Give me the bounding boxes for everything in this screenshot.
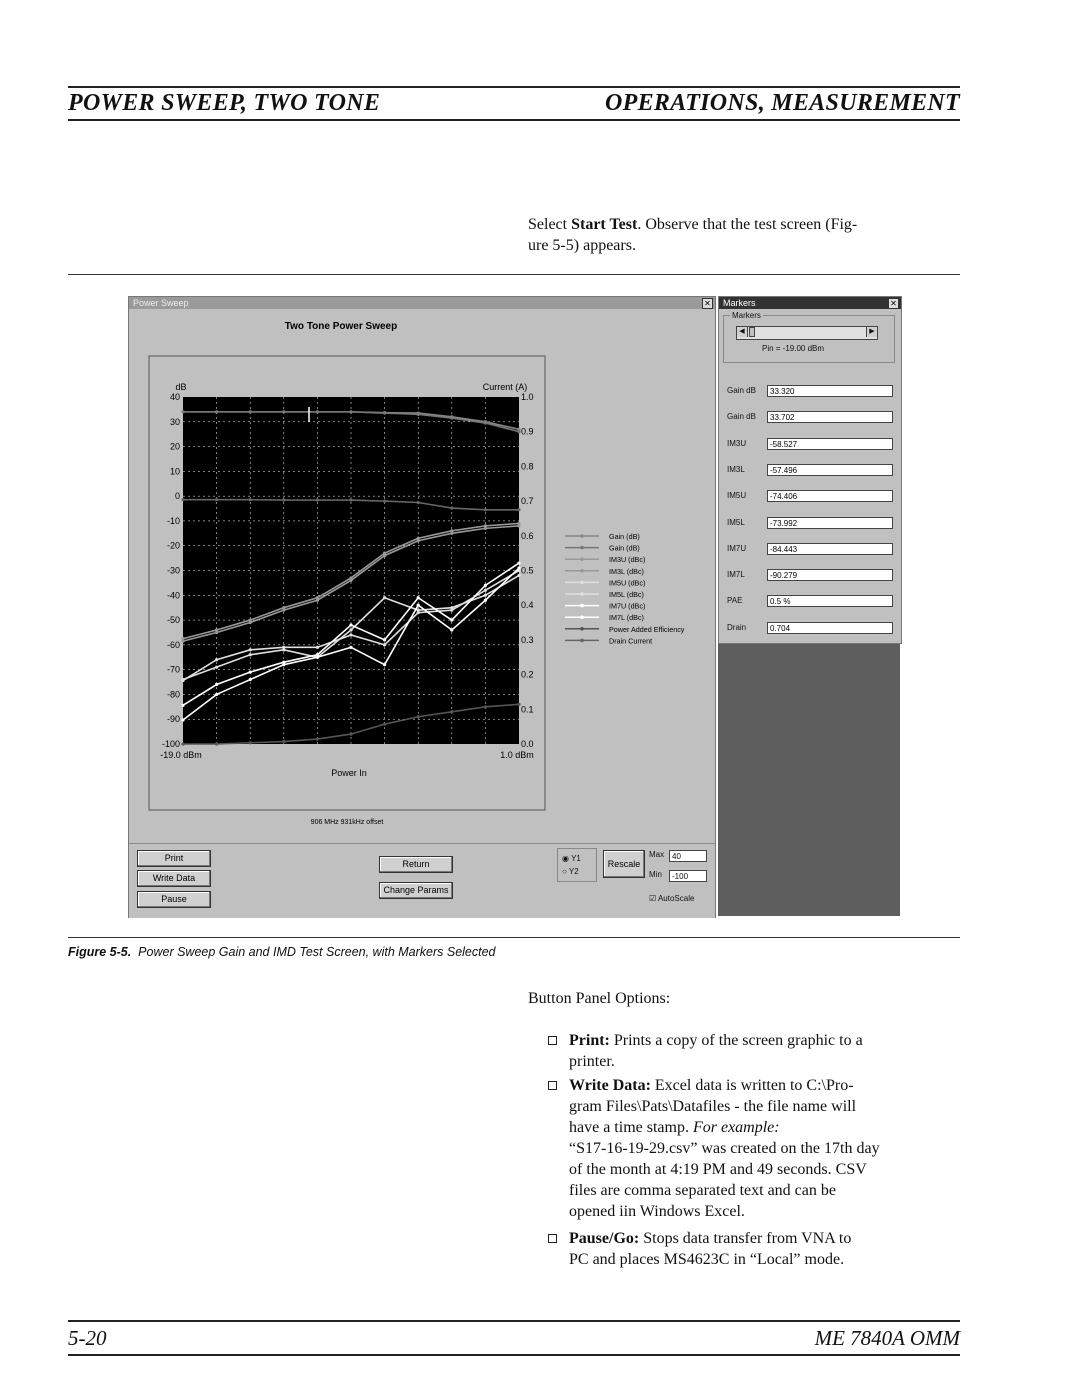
legend-label: Gain (dB) <box>609 532 640 541</box>
legend-marker <box>580 546 584 550</box>
data-point <box>484 594 487 597</box>
legend-label: IM3L (dBc) <box>609 566 644 576</box>
legend-marker <box>580 604 584 608</box>
data-point <box>181 742 184 745</box>
y2-tick-label: 0.4 <box>521 600 534 611</box>
data-point <box>349 732 352 735</box>
marker-value: 0.704 <box>767 622 893 634</box>
option-print-text-2: printer. <box>569 1053 615 1070</box>
data-point <box>517 561 520 564</box>
radio-y1-label: Y1 <box>571 854 581 863</box>
scroll-left-icon[interactable]: ◀ <box>737 327 748 337</box>
y2-tick-label: 0.3 <box>521 634 534 645</box>
y2-tick-label: 0.9 <box>521 426 534 437</box>
option-pause <box>548 1228 960 1270</box>
data-point <box>383 643 386 646</box>
marker-label: IM7L <box>727 570 745 580</box>
marker-label: IM3U <box>727 438 747 448</box>
data-point <box>383 552 386 555</box>
chapter-title: OPERATIONS, MEASUREMENT <box>605 90 960 116</box>
data-point <box>316 656 319 659</box>
data-point <box>484 584 487 587</box>
legend-marker <box>580 557 584 561</box>
scroll-right-icon[interactable]: ▶ <box>866 327 877 337</box>
data-point <box>349 623 352 626</box>
data-point <box>181 678 184 681</box>
checkbox-bullet-icon <box>548 1036 557 1045</box>
data-point <box>249 671 252 674</box>
data-point <box>282 606 285 609</box>
y-tick-label: -100 <box>161 739 180 749</box>
data-point <box>450 529 453 532</box>
data-point <box>450 710 453 713</box>
autoscale-checkbox[interactable] <box>649 894 694 903</box>
x-axis-title: Power In <box>331 768 367 778</box>
data-point <box>249 653 252 656</box>
legend-marker <box>580 581 584 585</box>
data-point <box>450 416 453 419</box>
marker-value: -74.406 <box>767 490 893 502</box>
option-write-line-7: opened iin Windows Excel. <box>569 1203 745 1220</box>
markers-titlebar <box>719 297 901 309</box>
y2-axis-unit: Current (A) <box>482 382 528 392</box>
data-point <box>517 430 520 433</box>
markers-group-title: Markers <box>732 311 761 320</box>
data-point <box>383 723 386 726</box>
markers-window <box>718 296 900 916</box>
return-button[interactable]: Return <box>379 856 453 873</box>
data-point <box>249 498 252 501</box>
y-tick-label: -40 <box>166 590 180 601</box>
data-point <box>249 741 252 744</box>
checkbox-checked-icon: ☑ <box>649 894 657 903</box>
footer-bottom-rule <box>68 1354 960 1356</box>
legend-label: IM5L (dBc) <box>609 590 644 599</box>
option-write-example: For example: <box>692 1119 780 1136</box>
close-icon[interactable]: ✕ <box>702 298 713 309</box>
y-tick-label: 30 <box>169 416 180 427</box>
chart-title: Two Tone Power Sweep <box>284 321 398 332</box>
option-pause-text-2: PC and places MS4623C in “Local” mode. <box>569 1251 845 1268</box>
start-test-term: Start Test <box>571 216 638 233</box>
data-point <box>215 666 218 669</box>
y-tick-label: -90 <box>166 714 180 725</box>
y2-tick-label: 1.0 <box>521 392 534 402</box>
slider-thumb[interactable] <box>749 327 755 337</box>
legend-label: Gain (dB) <box>609 543 640 553</box>
data-point <box>249 618 252 621</box>
data-point <box>383 500 386 503</box>
data-point <box>181 410 184 413</box>
legend-label: IM7L (dBc) <box>609 613 644 623</box>
data-point <box>282 498 285 501</box>
button-panel <box>129 843 715 918</box>
option-write-line-5: of the month at 4:19 PM and 49 seconds. CSV <box>569 1161 867 1178</box>
option-write-line-4: “S17-16-19-29.csv” was created on the 17th day <box>569 1140 880 1157</box>
data-point <box>181 704 184 707</box>
data-point <box>417 501 420 504</box>
y2-tick-label: 0.5 <box>521 565 534 576</box>
rescale-button[interactable]: Rescale <box>603 850 645 878</box>
data-point <box>282 410 285 413</box>
window-titlebar <box>129 297 715 309</box>
radio-selected-icon: ◉ <box>562 854 569 863</box>
data-point <box>383 596 386 599</box>
figure-bottom-rule <box>68 937 960 938</box>
graph-area <box>129 310 715 840</box>
data-point <box>349 628 352 631</box>
marker-value: -58.527 <box>767 438 893 450</box>
data-point <box>417 609 420 612</box>
option-print-term: Print: <box>569 1032 610 1049</box>
markers-title: Markers <box>723 298 756 308</box>
radio-empty-icon: ○ <box>562 867 567 876</box>
min-label: Min <box>649 870 662 879</box>
data-point <box>349 646 352 649</box>
x-tick-label: 1.0 dBm <box>500 750 534 760</box>
data-point <box>417 596 420 599</box>
marker-value: 33.320 <box>767 385 893 397</box>
data-point <box>484 421 487 424</box>
data-point <box>517 703 520 706</box>
marker-label: Gain dB <box>727 412 756 422</box>
axis-radio-group <box>557 848 597 882</box>
data-point <box>215 498 218 501</box>
autoscale-label: AutoScale <box>657 894 695 903</box>
data-point <box>484 589 487 592</box>
legend-label: IM7U (dBc) <box>609 601 646 611</box>
data-point <box>215 742 218 745</box>
y-tick-label: -10 <box>166 515 180 526</box>
option-write-data <box>548 1075 960 1222</box>
data-point <box>249 410 252 413</box>
data-point <box>383 638 386 641</box>
data-point <box>215 658 218 661</box>
page-number: 5-20 <box>68 1326 107 1350</box>
option-write-line-1: Excel data is written to C:\Pro- <box>650 1077 854 1094</box>
data-point <box>450 506 453 509</box>
data-point <box>484 508 487 511</box>
data-point <box>417 715 420 718</box>
data-point <box>282 663 285 666</box>
data-point <box>349 498 352 501</box>
radio-y2-label: Y2 <box>568 867 579 876</box>
legend-label: IM5U (dBc) <box>609 578 646 588</box>
marker-value: 33.702 <box>767 411 893 423</box>
option-pause-text: Stops data transfer from VNA to <box>639 1230 852 1247</box>
data-point <box>215 683 218 686</box>
checkbox-bullet-icon <box>548 1234 557 1243</box>
legend-label: IM3U (dBc) <box>609 555 646 565</box>
marker-label: IM5U <box>727 491 747 501</box>
options-heading: Button Panel Options: <box>528 990 671 1007</box>
legend-marker <box>580 627 584 631</box>
option-pause-term: Pause/Go: <box>569 1230 640 1247</box>
data-point <box>383 412 386 415</box>
intro-paragraph <box>528 214 960 256</box>
data-point <box>181 498 184 501</box>
legend-label: Power Added Efficiency <box>609 624 685 634</box>
marker-value: -57.496 <box>767 464 893 476</box>
section-title: POWER SWEEP, TWO TONE <box>68 90 381 116</box>
window-title: Power Sweep <box>133 298 189 308</box>
data-point <box>517 522 520 525</box>
marker-label: IM3L <box>727 464 745 474</box>
option-print <box>548 1030 960 1072</box>
y-axis-unit: dB <box>175 382 187 392</box>
pause-button[interactable]: Pause <box>137 891 211 908</box>
marker-label: IM5L <box>727 517 745 527</box>
max-input[interactable]: 40 <box>669 850 707 862</box>
data-point <box>316 596 319 599</box>
data-point <box>484 705 487 708</box>
y-tick-label: 0 <box>174 491 180 502</box>
write-data-button[interactable]: Write Data <box>137 870 211 887</box>
checkbox-bullet-icon <box>548 1081 557 1090</box>
marker-value: -73.992 <box>767 517 893 529</box>
data-point <box>249 678 252 681</box>
y2-tick-label: 0.7 <box>521 496 534 507</box>
print-button[interactable]: Print <box>137 850 211 867</box>
option-write-data-term: Write Data: <box>569 1077 651 1094</box>
document-id: ME 7840A OMM <box>814 1326 960 1350</box>
intro-text-cont: . Observe that the test screen (Fig- <box>637 216 858 233</box>
data-point <box>417 413 420 416</box>
pin-readout: Pin = -19.00 dBm <box>762 344 825 353</box>
y2-tick-label: 0.6 <box>521 530 534 541</box>
header-bottom-rule <box>68 119 960 121</box>
legend-label: Drain Current <box>609 636 653 646</box>
data-point <box>383 663 386 666</box>
option-write-line-2: gram Files\Pats\Datafiles - the file name will <box>569 1098 857 1115</box>
marker-label: PAE <box>727 596 743 606</box>
data-point <box>349 576 352 579</box>
y-tick-label: -50 <box>166 615 180 626</box>
y2-tick-label: 0.8 <box>521 461 534 472</box>
legend-marker <box>580 569 584 573</box>
data-point <box>517 574 520 577</box>
caption-label: Figure 5-5. <box>68 945 132 959</box>
data-point <box>282 740 285 743</box>
data-point <box>316 646 319 649</box>
option-write-line-6: files are comma separated text and can be <box>569 1182 836 1199</box>
radio-y2[interactable] <box>562 867 579 876</box>
markers-group <box>723 311 895 363</box>
intro-text: Select <box>528 216 572 233</box>
legend-marker <box>580 615 584 619</box>
max-label: Max <box>649 850 665 859</box>
option-print-text: Prints a copy of the screen graphic to a <box>609 1032 863 1049</box>
data-point <box>181 637 184 640</box>
y-tick-label: -60 <box>166 639 180 650</box>
marker-label: Gain dB <box>727 386 756 395</box>
footer-note: 906 MHz 931kHz offset <box>310 819 384 826</box>
y2-tick-label: 0.1 <box>521 704 534 715</box>
y-tick-label: -20 <box>166 540 180 551</box>
y-tick-label: 40 <box>169 392 180 402</box>
data-point <box>484 599 487 602</box>
data-point <box>417 537 420 540</box>
data-point <box>249 648 252 651</box>
data-point <box>215 410 218 413</box>
y-tick-label: -80 <box>166 689 180 700</box>
change-params-button[interactable]: Change Params <box>379 882 453 899</box>
data-point <box>316 498 319 501</box>
y-tick-label: -70 <box>166 664 180 675</box>
data-point <box>349 410 352 413</box>
legend-marker <box>580 592 584 596</box>
data-point <box>316 737 319 740</box>
data-point <box>181 718 184 721</box>
radio-y1[interactable] <box>562 854 581 863</box>
caption-text: Power Sweep Gain and IMD Test Screen, with Markers Selected <box>138 945 496 959</box>
figure-top-rule <box>68 274 960 275</box>
min-input[interactable]: -100 <box>669 870 707 882</box>
marker-value: -90.279 <box>767 569 893 581</box>
power-sweep-window <box>128 296 716 918</box>
y2-tick-label: 0.2 <box>521 669 534 680</box>
data-point <box>450 618 453 621</box>
data-point <box>517 508 520 511</box>
intro-text-line2: ure 5-5) appears. <box>528 237 636 254</box>
figure-caption <box>68 945 496 959</box>
data-point <box>215 693 218 696</box>
close-icon[interactable]: ✕ <box>888 298 899 309</box>
marker-value: 0.5 % <box>767 595 893 607</box>
data-point <box>517 566 520 569</box>
data-point <box>450 628 453 631</box>
data-point <box>282 648 285 651</box>
footer-top-rule <box>68 1320 960 1322</box>
legend-marker <box>580 639 584 643</box>
data-point <box>450 606 453 609</box>
marker-label: IM7U <box>727 543 747 553</box>
header-top-rule <box>68 86 960 88</box>
y-tick-label: -30 <box>166 565 180 576</box>
y2-tick-label: 0.0 <box>521 739 534 749</box>
marker-slider[interactable] <box>736 326 878 340</box>
option-write-line-3: have a time stamp. <box>569 1119 693 1136</box>
y-tick-label: 10 <box>169 466 180 477</box>
x-tick-label: -19.0 dBm <box>160 750 202 760</box>
marker-label: Drain <box>727 622 747 632</box>
markers-panel <box>718 296 902 644</box>
marker-value: -84.443 <box>767 543 893 555</box>
data-point <box>316 410 319 413</box>
data-point <box>349 633 352 636</box>
power-sweep-chart <box>129 310 715 840</box>
legend-marker <box>580 534 584 538</box>
data-point <box>484 524 487 527</box>
data-point <box>417 604 420 607</box>
y-tick-label: 20 <box>169 441 180 452</box>
data-point <box>215 628 218 631</box>
